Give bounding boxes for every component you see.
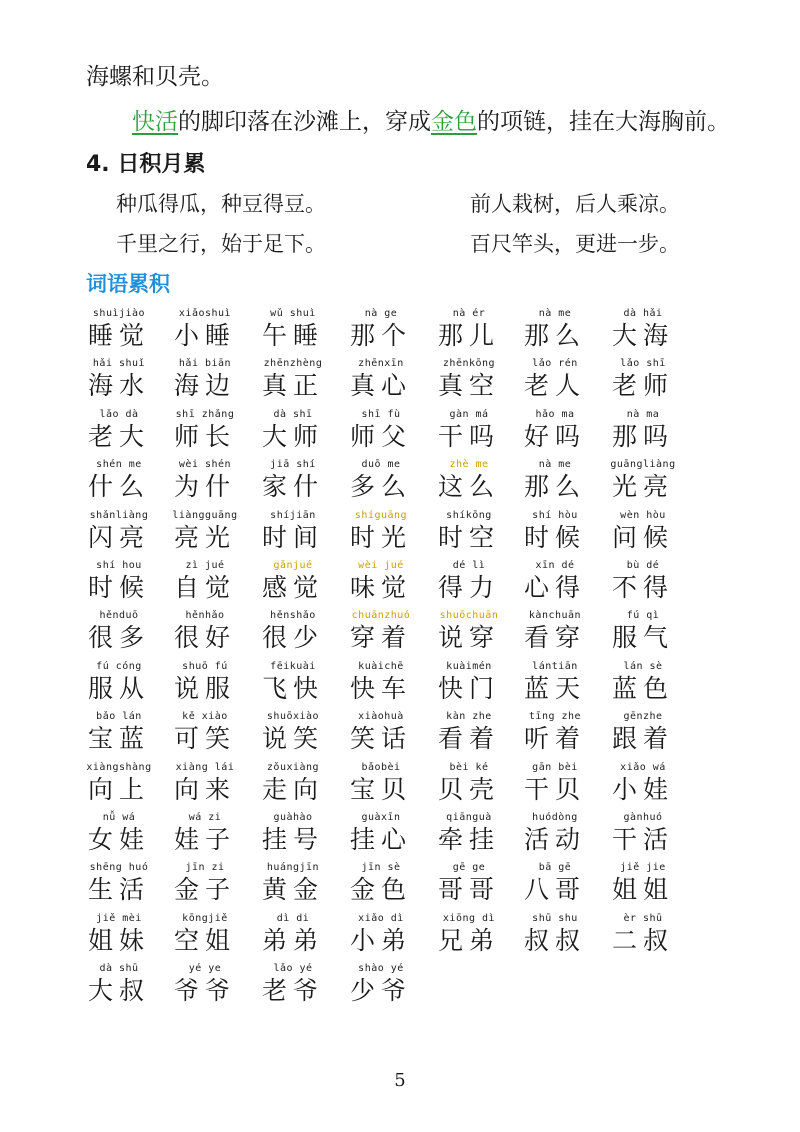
vocab-pinyin: hěnshǎo [270, 610, 316, 622]
vocab-hanzi: 时候 [523, 522, 586, 552]
vocab-pinyin: duō me [361, 459, 401, 471]
vocab-word [588, 307, 698, 351]
vocab-pinyin: bǎo lán [96, 711, 142, 723]
vocab-word [588, 408, 698, 452]
vocab-hanzi: 那儿 [437, 321, 500, 350]
vocab-word [588, 609, 698, 653]
vocab-hanzi: 师父 [349, 421, 412, 451]
vocab-pinyin: jiā shí [270, 459, 316, 471]
vocab-pinyin: qiānguà [446, 812, 492, 823]
vocab-pinyin: nà ge [364, 308, 398, 319]
vocab-pinyin: wèi shén [178, 459, 232, 471]
vocab-pinyin: xīn dé [535, 560, 575, 571]
vocab-hanzi: 服从 [87, 673, 150, 703]
vocab-pinyin: fú qì [626, 610, 660, 622]
vocab-hanzi: 时间 [261, 522, 324, 552]
section-heading-rijiyuelei: 4. 日积月累 [86, 152, 206, 177]
vocab-pinyin: shén me [96, 459, 142, 471]
vocab-hanzi: 真心 [349, 371, 412, 401]
vocab-hanzi: 为什 [173, 472, 236, 502]
vocab-word [588, 761, 698, 805]
vocab-pinyin: gànhuó [623, 812, 663, 823]
vocab-hanzi: 大叔 [87, 976, 150, 1006]
vocab-hanzi: 干贝 [523, 774, 586, 804]
vocab-pinyin: bǎobèi [361, 761, 401, 773]
vocab-hanzi: 蓝色 [611, 673, 674, 703]
vocab-pinyin: wèi jué [358, 560, 404, 571]
vocab-pinyin: shí hou [96, 560, 142, 571]
vocab-hanzi: 自觉 [173, 573, 236, 602]
vocab-hanzi: 空姐 [173, 925, 236, 955]
vocab-pinyin: kànchuān [528, 610, 582, 622]
vocab-pinyin: nà ma [626, 408, 660, 420]
vocab-pinyin: shuōxiào [266, 711, 320, 723]
vocab-hanzi: 向上 [87, 774, 150, 804]
vocab-hanzi: 姐姐 [611, 875, 674, 905]
vocab-pinyin: dà hǎi [623, 308, 663, 319]
vocab-hanzi: 听着 [523, 724, 586, 754]
vocab-pinyin: shíkōng [446, 509, 492, 521]
vocab-hanzi: 说服 [173, 673, 236, 703]
vocab-hanzi: 跟着 [611, 724, 674, 754]
vocab-hanzi: 快门 [437, 673, 500, 703]
vocab-pinyin: zhēnkōng [442, 358, 496, 370]
vocab-pinyin: guàhào [273, 812, 313, 823]
vocab-hanzi: 小弟 [349, 925, 412, 955]
vocab-pinyin: jiě jie [620, 862, 666, 874]
vocab-hanzi: 二叔 [611, 925, 674, 955]
vocab-hanzi: 娃子 [173, 825, 236, 854]
vocab-pinyin: gǎnjué [273, 560, 313, 571]
vocab-hanzi: 叔叔 [523, 925, 586, 955]
vocab-pinyin: huángjīn [266, 862, 320, 874]
vocab-pinyin: jīn zi [185, 862, 225, 874]
vocab-pinyin: shuō fú [182, 660, 228, 672]
vocab-hanzi: 挂号 [261, 825, 324, 854]
vocab-pinyin: dé lì [452, 560, 486, 571]
vocab-hanzi: 笑话 [349, 724, 412, 754]
vocab-pinyin: chuānzhuó [351, 610, 411, 622]
vocab-pinyin: zǒuxiàng [266, 761, 320, 773]
vocab-hanzi: 海水 [87, 371, 150, 401]
vocab-pinyin: gēnzhe [623, 711, 663, 723]
vocab-pinyin: wèn hòu [620, 509, 666, 521]
vocab-pinyin: xiàngshàng [86, 761, 152, 773]
vocab-pinyin: lán sè [623, 660, 663, 672]
vocab-hanzi: 很少 [261, 623, 324, 653]
vocab-pinyin: kàn zhe [446, 711, 492, 723]
vocab-pinyin: shī zhǎng [175, 408, 235, 420]
vocab-pinyin: shuìjiào [92, 308, 146, 319]
vocab-pinyin: lǎo rén [532, 358, 578, 370]
vocab-hanzi: 心得 [523, 573, 586, 602]
vocab-pinyin: hěnhǎo [185, 610, 225, 622]
vocab-hanzi: 姐妹 [87, 925, 150, 955]
vocab-hanzi: 可笑 [173, 724, 236, 754]
vocab-pinyin: gàn má [449, 408, 489, 420]
vocab-pinyin: kōngjiě [182, 912, 228, 924]
vocab-pinyin: èr shū [623, 912, 663, 924]
proverb-3: 千里之行，始于足下。 [116, 232, 326, 256]
vocab-hanzi: 这么 [437, 472, 500, 502]
vocab-pinyin: zhēnzhèng [263, 358, 323, 370]
vocab-hanzi: 小睡 [173, 321, 236, 350]
vocab-hanzi: 时光 [349, 522, 412, 552]
vocab-hanzi: 干吗 [437, 421, 500, 451]
vocab-pinyin: jiě mèi [96, 912, 142, 924]
proverb-1: 种瓜得瓜，种豆得豆。 [116, 192, 326, 216]
vocab-hanzi: 少爷 [349, 976, 412, 1006]
vocab-pinyin: bèi ké [449, 761, 489, 773]
keyword-jinse: 金色 [431, 109, 477, 135]
vocab-hanzi: 多么 [349, 472, 412, 502]
vocab-pinyin: hǎo ma [535, 408, 575, 420]
vocab-pinyin: lǎo dà [99, 408, 139, 420]
vocab-pinyin: shǎnliàng [89, 509, 149, 521]
vocab-hanzi: 小娃 [611, 774, 674, 804]
vocab-pinyin: guāngliàng [610, 459, 676, 471]
vocab-hanzi: 那吗 [611, 421, 674, 451]
proverb-4: 百尺竿头，更进一步。 [470, 232, 680, 256]
vocab-pinyin: shuōchuān [439, 610, 499, 622]
vocab-word [588, 458, 698, 502]
vocab-hanzi: 金色 [349, 875, 412, 905]
vocab-pinyin: kuàimén [446, 660, 492, 672]
vocab-word [588, 509, 698, 553]
vocab-hanzi: 真空 [437, 371, 500, 401]
vocab-word [588, 861, 698, 905]
vocab-hanzi: 弟弟 [261, 925, 324, 955]
vocab-pinyin: yé ye [188, 963, 222, 975]
vocab-pinyin: gān bèi [532, 761, 578, 773]
vocab-hanzi: 睡觉 [87, 321, 150, 350]
vocab-pinyin: kuàichē [358, 660, 404, 672]
vocab-hanzi: 海边 [173, 371, 236, 401]
vocab-hanzi: 好吗 [523, 421, 586, 451]
vocab-hanzi: 大师 [261, 421, 324, 451]
vocab-hanzi: 闪亮 [87, 522, 150, 552]
vocab-pinyin: hǎi shuǐ [92, 358, 146, 370]
vocab-pinyin: lǎo yé [273, 963, 313, 975]
vocab-hanzi: 看穿 [523, 623, 586, 653]
vocab-hanzi: 哥哥 [437, 875, 500, 905]
vocab-pinyin: hěnduō [99, 610, 139, 622]
vocab-word [588, 912, 698, 956]
vocab-pinyin: shēng huó [89, 862, 149, 874]
vocab-hanzi: 兄弟 [437, 925, 500, 955]
vocab-hanzi: 真正 [261, 371, 324, 401]
vocab-pinyin: zì jué [185, 560, 225, 571]
vocab-pinyin: nà me [538, 459, 572, 471]
vocab-hanzi: 很多 [87, 623, 150, 653]
vocab-hanzi: 穿着 [349, 623, 412, 653]
vocab-pinyin: xiōng dì [442, 912, 496, 924]
vocab-hanzi: 老人 [523, 371, 586, 401]
vocab-hanzi: 快车 [349, 673, 412, 703]
vocab-hanzi: 活动 [523, 825, 586, 854]
vocab-pinyin: kě xiào [182, 711, 228, 723]
vocab-hanzi: 光亮 [611, 472, 674, 502]
vocab-pinyin: wǔ shuì [270, 308, 316, 319]
vocab-hanzi: 问候 [611, 522, 674, 552]
vocab-pinyin: liàngguāng [172, 509, 238, 521]
vocab-word [588, 357, 698, 401]
vocab-pinyin: shíguāng [354, 509, 408, 521]
vocab-pinyin: gē ge [452, 862, 486, 874]
vocab-hanzi: 服气 [611, 623, 674, 653]
vocab-pinyin: jīn sè [361, 862, 401, 874]
vocab-pinyin: shíjiān [270, 509, 316, 521]
vocab-hanzi: 走向 [261, 774, 324, 804]
vocab-pinyin: nà me [538, 308, 572, 319]
vocab-word [588, 559, 698, 603]
vocab-hanzi: 很好 [173, 623, 236, 653]
vocab-hanzi: 味觉 [349, 573, 412, 602]
vocab-hanzi: 宝贝 [349, 774, 412, 804]
page-number: 5 [394, 1070, 406, 1091]
vocab-hanzi: 时候 [87, 573, 150, 602]
vocab-hanzi: 看着 [437, 724, 500, 754]
vocab-hanzi: 说穿 [437, 623, 500, 653]
vocab-hanzi: 那个 [349, 321, 412, 350]
vocab-hanzi: 得力 [437, 573, 500, 602]
vocab-hanzi: 家什 [261, 472, 324, 502]
vocab-hanzi: 亮光 [173, 522, 236, 552]
vocab-word [588, 660, 698, 704]
vocab-hanzi: 那么 [523, 472, 586, 502]
vocab-pinyin: huódòng [532, 812, 578, 823]
vocab-pinyin: shī fù [361, 408, 401, 420]
vocab-hanzi: 什么 [87, 472, 150, 502]
vocab-pinyin: nǚ wá [102, 812, 136, 823]
vocab-hanzi: 说笑 [261, 724, 324, 754]
vocab-hanzi: 爷爷 [173, 976, 236, 1006]
vocab-pinyin: tīng zhe [528, 711, 582, 723]
vocab-hanzi: 时空 [437, 522, 500, 552]
vocab-pinyin: nà ér [452, 308, 486, 319]
vocab-word [588, 710, 698, 754]
vocab-hanzi: 宝蓝 [87, 724, 150, 754]
vocab-pinyin: xiǎoshuì [178, 308, 232, 319]
vocab-word [588, 811, 698, 855]
vocab-hanzi: 飞快 [261, 673, 324, 703]
vocab-hanzi: 大海 [611, 321, 674, 350]
vocab-pinyin: zhè me [449, 459, 489, 471]
vocab-pinyin: xiǎo wá [620, 761, 666, 773]
vocab-pinyin: bù dé [626, 560, 660, 571]
vocab-hanzi: 师长 [173, 421, 236, 451]
text-line-2-part2: 的项链，挂在大海胸前。 [477, 109, 730, 135]
vocab-pinyin: lǎo shī [620, 358, 666, 370]
vocab-pinyin: lántiān [532, 660, 578, 672]
vocab-hanzi: 牵挂 [437, 825, 500, 854]
vocab-hanzi: 老师 [611, 371, 674, 401]
vocab-hanzi: 不得 [611, 573, 674, 602]
vocab-hanzi: 挂心 [349, 825, 412, 854]
vocab-pinyin: fú cóng [96, 660, 142, 672]
vocab-pinyin: bā gē [538, 862, 572, 874]
proverb-2: 前人栽树，后人乘凉。 [470, 192, 680, 216]
vocab-hanzi: 蓝天 [523, 673, 586, 703]
vocab-hanzi: 生活 [87, 875, 150, 905]
vocab-pinyin: dì di [276, 912, 310, 924]
vocab-hanzi: 八哥 [523, 875, 586, 905]
keyword-kuaihuo: 快活 [132, 109, 178, 135]
vocab-pinyin: hǎi biān [178, 358, 232, 370]
text-line-1: 海螺和贝壳。 [86, 64, 224, 90]
vocab-hanzi: 黄金 [261, 875, 324, 905]
vocab-hanzi: 那么 [523, 321, 586, 350]
vocab-pinyin: zhēnxīn [358, 358, 404, 370]
vocab-hanzi: 老大 [87, 421, 150, 451]
vocab-title: 词语累积 [86, 272, 170, 296]
vocab-pinyin: shū shu [532, 912, 578, 924]
vocab-hanzi: 贝壳 [437, 774, 500, 804]
text-line-2-part1: 的脚印落在沙滩上，穿成 [178, 109, 431, 135]
vocab-hanzi: 午睡 [261, 321, 324, 350]
vocab-pinyin: shào yé [358, 963, 404, 975]
vocab-pinyin: xiàohuà [358, 711, 404, 723]
vocab-pinyin: shí hòu [532, 509, 578, 521]
vocab-pinyin: xiàng lái [175, 761, 235, 773]
vocab-hanzi: 感觉 [261, 573, 324, 602]
vocab-pinyin: dà shū [99, 963, 139, 975]
vocab-pinyin: xiǎo dì [358, 912, 404, 924]
vocab-pinyin: guàxīn [361, 812, 401, 823]
vocab-hanzi: 老爷 [261, 976, 324, 1006]
vocab-hanzi: 金子 [173, 875, 236, 905]
vocab-hanzi: 女娃 [87, 825, 150, 854]
vocab-pinyin: wá zi [188, 812, 222, 823]
vocab-word [326, 962, 436, 1006]
vocab-pinyin: dà shī [273, 408, 313, 420]
vocab-pinyin: fēikuài [270, 660, 316, 672]
vocab-hanzi: 向来 [173, 774, 236, 804]
vocab-hanzi: 干活 [611, 825, 674, 854]
